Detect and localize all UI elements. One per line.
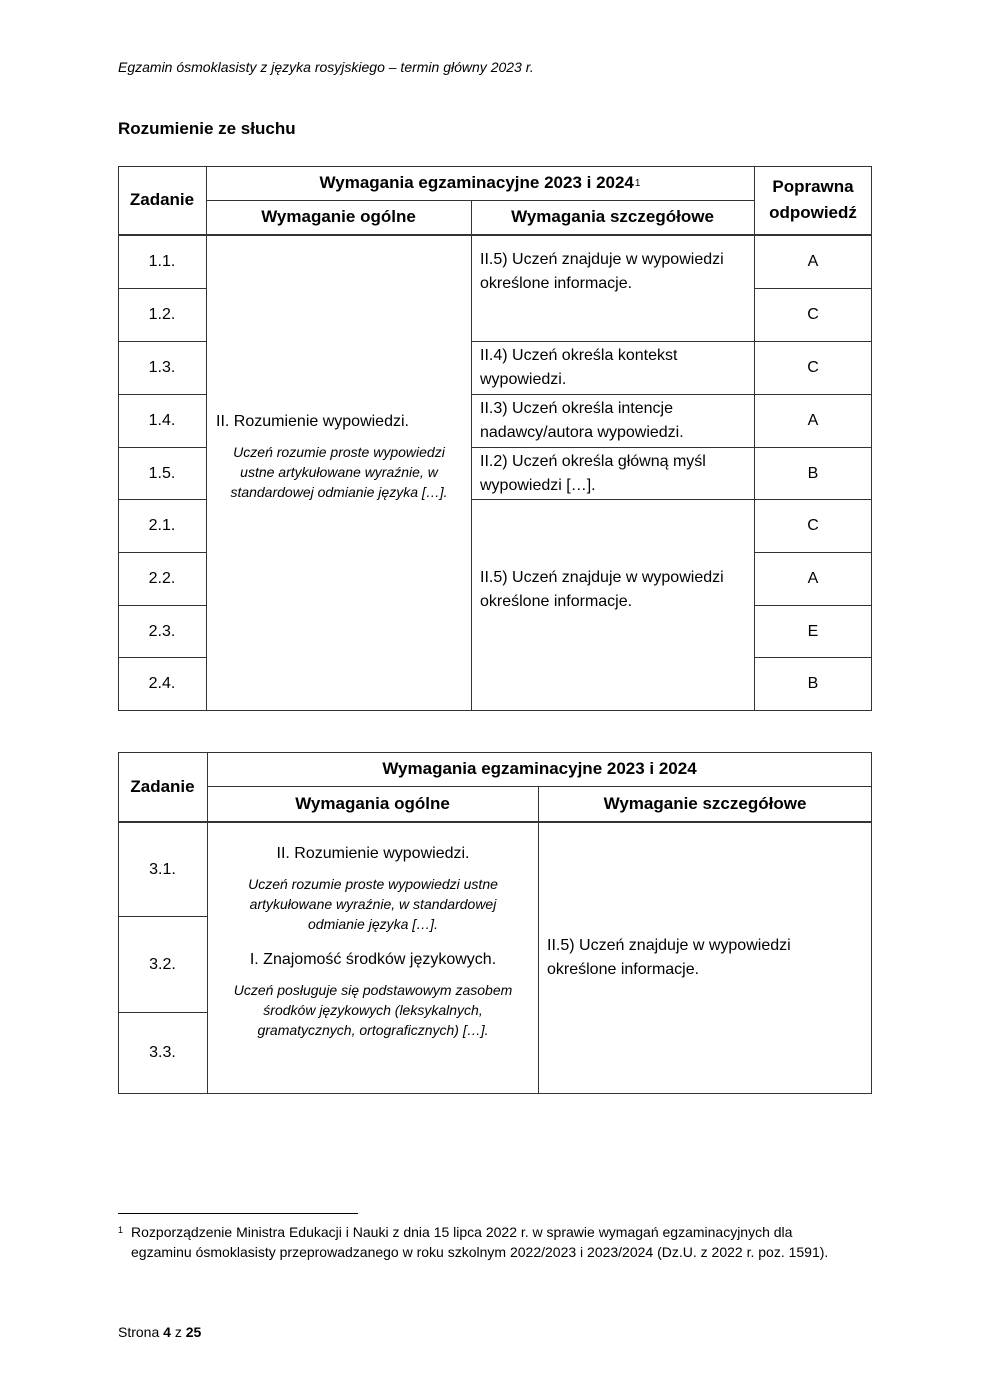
general-requirement-desc: Uczeń rozumie proste wypowiedzi ustne artykułowane wyraźnie, w standardowej odmianie języka […].	[248, 876, 498, 932]
general-requirement-cell	[207, 410, 471, 502]
task-cell: 1.1.	[148, 253, 176, 270]
col-header-task: Zadanie	[129, 190, 195, 209]
specific-requirement-cell: II.4) Uczeń określa kontekst wypowiedzi.	[480, 347, 678, 388]
col-header-task: Zadanie	[130, 776, 195, 796]
col-header-general: Wymagania ogólne	[295, 793, 450, 813]
task-cell: 2.3.	[148, 623, 176, 640]
page-prefix: Strona	[118, 1324, 160, 1340]
specific-requirement-cell: II.3) Uczeń określa intencje nadawcy/autora wypowiedzi.	[480, 400, 684, 441]
general-requirement-desc: Uczeń rozumie proste wypowiedzi ustne artykułowane wyraźnie, w standardowej odmianie języka […].	[230, 444, 448, 500]
answer-cell: B	[807, 675, 819, 692]
task-cell: 2.2.	[148, 570, 176, 587]
col-header-answer: Poprawna odpowiedź	[769, 177, 857, 222]
page-total: 25	[185, 1324, 202, 1340]
general-requirement-title: II. Rozumienie wypowiedzi.	[216, 413, 409, 430]
answer-cell: C	[807, 517, 819, 534]
task-cell: 2.4.	[148, 675, 176, 692]
task-cell: 3.2.	[149, 955, 176, 973]
footnote	[118, 1222, 858, 1262]
requirements-table-3	[118, 752, 872, 1094]
footnote-divider	[118, 1213, 358, 1214]
page-number	[118, 1324, 201, 1340]
footnote-ref: 1	[634, 177, 641, 189]
col-header-requirements	[206, 166, 754, 200]
general-requirement-title: I. Znajomość środków językowych.	[249, 951, 497, 968]
answer-cell: A	[807, 412, 819, 429]
document-header: Egzamin ósmoklasisty z języka rosyjskiego – termin główny 2023 r.	[118, 59, 534, 75]
specific-requirement-cell: II.5) Uczeń znajduje w wypowiedzi określone informacje.	[480, 569, 724, 610]
answer-key-table	[118, 166, 872, 711]
col-header-specific: Wymaganie szczegółowe	[603, 793, 807, 813]
section-title: Rozumienie ze słuchu	[118, 119, 296, 138]
specific-requirement-cell: II.2) Uczeń określa główną myśl wypowiedzi […].	[480, 453, 706, 494]
footnote-text: Rozporządzenie Ministra Edukacji i Nauki z dnia 15 lipca 2022 r. w sprawie wymagań egzaminacyjnych dla egzaminu ósmoklasisty przeprowadzanego w roku szkolnym 2022/2023 i 2023/2024 (Dz.U. z 2022 r. poz. 1591).	[131, 1224, 829, 1260]
answer-cell: C	[807, 359, 819, 376]
task-cell: 1.2.	[148, 306, 176, 323]
col-header-requirements: Wymagania egzaminacyjne 2023 i 2024	[382, 759, 697, 778]
specific-requirement-cell: II.5) Uczeń znajduje w wypowiedzi określone informacje.	[547, 937, 791, 978]
answer-cell: B	[807, 465, 819, 482]
answer-cell: E	[807, 623, 819, 640]
page-sep: z	[174, 1324, 182, 1340]
task-cell: 3.3.	[149, 1044, 176, 1061]
task-cell: 1.3.	[148, 359, 176, 376]
general-requirement-title: II. Rozumienie wypowiedzi.	[276, 845, 470, 862]
general-requirements-cell	[208, 842, 538, 1040]
answer-cell: A	[807, 253, 819, 270]
specific-requirement-cell: II.5) Uczeń znajduje w wypowiedzi określone informacje.	[480, 251, 724, 292]
col-header-requirements-label: Wymagania egzaminacyjne 2023 i 2024	[319, 173, 634, 192]
col-header-general: Wymaganie ogólne	[261, 207, 416, 226]
page-current: 4	[163, 1324, 171, 1340]
answer-cell: C	[807, 306, 819, 323]
col-header-specific: Wymagania szczegółowe	[511, 207, 714, 226]
task-cell: 1.5.	[148, 465, 176, 482]
task-cell: 1.4.	[148, 412, 176, 429]
task-cell: 2.1.	[148, 517, 176, 534]
answer-cell: A	[807, 570, 819, 587]
task-cell: 3.1.	[149, 860, 176, 878]
general-requirement-desc: Uczeń posługuje się podstawowym zasobem środków językowych (leksykalnych, gramatycznych, ortograficznych) […].	[233, 982, 513, 1038]
footnote-mark: 1	[118, 1225, 124, 1235]
